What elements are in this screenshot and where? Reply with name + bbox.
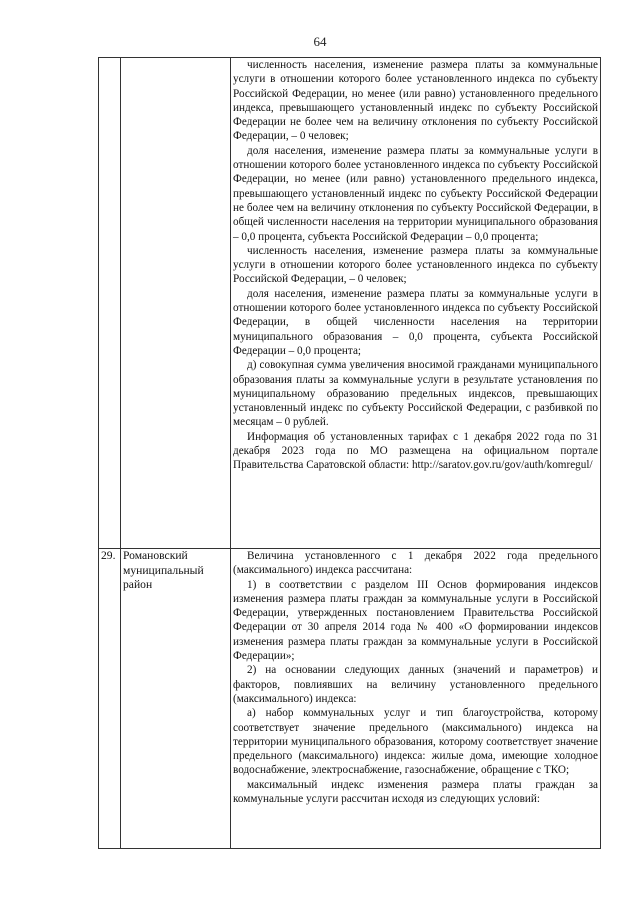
paragraph: а) набор коммунальных услуг и тип благоустройства, которому соответствует значение предельного (максимального) индекса на территории муниципального образования, которому соответствует значение предельного (максимального) индекса: жилые дома, имеющие холодное водоснабжение, электроснабжение, газоснабжение, обращение с ТКО;: [233, 707, 598, 777]
table-row: [99, 58, 601, 549]
municipality-name-cell: Романовский муниципальный район: [121, 549, 231, 849]
description-cell: [231, 549, 601, 849]
municipality-name-cell: [121, 58, 231, 549]
paragraph: Величина установленного с 1 декабря 2022 года предельного (максимального) индекса рассчитана:: [233, 550, 598, 577]
paragraph: д) совокупная сумма увеличения вносимой гражданами муниципального образования платы за коммунальные услуги в результате установления по муниципальному образованию предельных индексов, превышающих установленный индекс по субъекту Российской Федерации, с разбивкой по месяцам – 0 рублей.: [233, 359, 598, 429]
municipal-index-table: [98, 57, 601, 849]
paragraph: 2) на основании следующих данных (значений и параметров) и факторов, повлиявших на величину установленного предельного (максимального) индекса:: [233, 664, 598, 705]
paragraph: численность населения, изменение размера платы за коммунальные услуги в отношении которого более установленного индекса по субъекту Российской Федерации, – 0 человек;: [233, 244, 598, 286]
table-row: [99, 549, 601, 849]
paragraph: доля населения, изменение размера платы за коммунальные услуги в отношении которого более установленного индекса по субъекту Российской Федерации, но менее (или равно) установленного предельного индекса, превышающего установленный индекс по субъекту Российской Федерации не более чем на величину отклонения по субъекту Российской Федерации, в общей численности населения на территории муниципального образования – 0,0 процента, субъекта Российской Федерации – 0,0 процента;: [233, 144, 598, 243]
paragraph: максимальный индекс изменения размера платы граждан за коммунальные услуги рассчитан исходя из следующих условий:: [233, 778, 598, 806]
paragraph: численность населения, изменение размера платы за коммунальные услуги в отношении которого более установленного индекса по субъекту Российской Федерации, но менее (или равно) установленного предельного индекса, превышающего установленный индекс по субъекту Российской Федерации не более чем на величину отклонения по субъекту Российской Федерации, – 0 человек;: [233, 59, 598, 143]
description-cell: [231, 58, 601, 549]
row-number-cell: 29.: [99, 549, 121, 849]
paragraph: доля населения, изменение размера платы за коммунальные услуги в отношении которого более установленного индекса по субъекту Российской Федерации, в общей численности населения на территории муниципального образования – 0,0 процента, субъекта Российской Федерации – 0,0 процента;: [233, 287, 598, 357]
paragraph: Информация об установленных тарифах с 1 декабря 2022 года по 31 декабря 2023 года по МО размещена на официальном портале Правительства Саратовской области: http://saratov.gov.ru/gov/auth/komregul/: [233, 430, 598, 472]
page-number: 64: [313, 34, 327, 49]
row-number-cell: [99, 58, 121, 549]
paragraph: 1) в соответствии с разделом III Основ формирования индексов изменения размера платы граждан за коммунальные услуги в Российской Федерации, утвержденных постановлением Правительства Российской Федерации от 30 апреля 2014 года № 400 «О формировании индексов изменения размера платы граждан за коммунальные услуги в Российской Федерации»;: [233, 578, 598, 663]
